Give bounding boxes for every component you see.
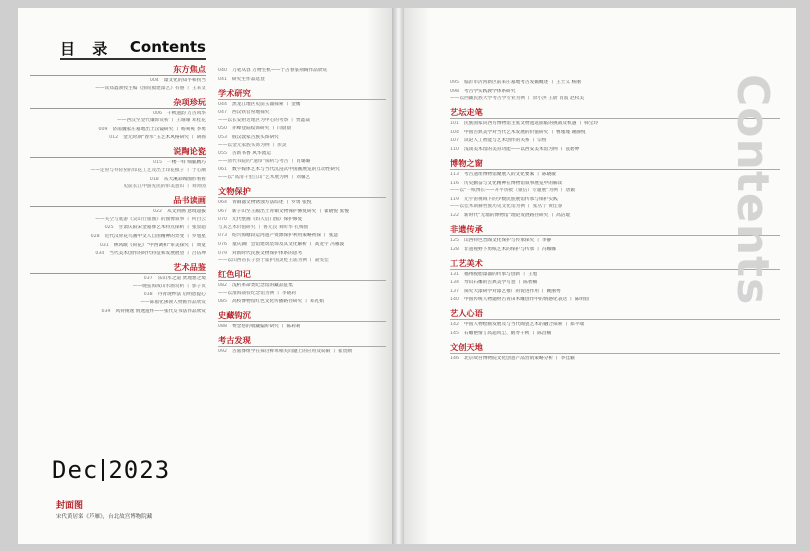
toc-entry[interactable]: [30, 292, 206, 298]
entry-title: 金元时期“春水”玉艺术风格研究 丨 胡扬: [123, 135, 206, 141]
entry-title: 石雕艳情 | 高超风尘、鹤寿千秋 丨 陈昌楠: [463, 330, 552, 336]
entry-title: ——以金元家族头饰为例 丨 彭灵: [218, 142, 287, 148]
entry-page-number: 137: [450, 288, 459, 294]
entry-page-number: 040: [218, 68, 227, 73]
entry-title: 元宇宙视域下的少数民族展馆传承与保护实践: [463, 196, 558, 202]
entry-page-number: 009: [98, 126, 108, 132]
entry-page-number: 095: [450, 80, 459, 85]
entry-title: ——以西藏民族大学考古学专业为例 丨 余小洪 王蔚 肖波 赵权美: [450, 96, 585, 102]
entry-title: ——西汉至金代镶饰赏析 丨 王珊珊 邓桂花: [117, 118, 206, 124]
issue-date: [52, 456, 208, 484]
entry-title: 黑龙江地区史前玉器探索 丨 金衡: [231, 101, 301, 107]
entry-page-number: 104: [450, 129, 459, 135]
toc-entry[interactable]: [218, 299, 386, 305]
entry-page-number: 053: [218, 134, 227, 140]
toc-entry[interactable]: [30, 184, 206, 190]
toc-entry[interactable]: [218, 126, 386, 132]
entry-title: 丹青现纱法 启明恩提心: [157, 292, 206, 298]
entry-title: 赤峰登陆纹饰研究 丨 闫晨晨: [231, 126, 292, 132]
entry-title: 山西特色晋陶文化保护与传承探究 丨 李静: [463, 237, 552, 243]
entry-title: 西汉铁官窑地探究: [231, 110, 270, 116]
entry-page-number: 055: [218, 151, 227, 157]
cover-description: 宋代黄居寀《芦雁》，台北故宫博物院藏: [56, 514, 153, 520]
toc-entry[interactable]: [218, 143, 386, 149]
entry-title: 林风眠《荷花》“中西调和”审美探究 丨 周宽: [113, 242, 206, 248]
entry-title: 济南魏家庄墓地出土汉镜研究 丨 杨爽爽 李勇: [112, 126, 206, 132]
toc-title-en: Contents: [129, 38, 206, 56]
toc-entry[interactable]: [30, 118, 206, 124]
entry-title: 当代美术创作的时代特征和发展展望 丨 吕伍坤: [109, 251, 206, 257]
entry-title: 寿山石雕的古典美学写意 丨 陈智楠: [463, 280, 538, 286]
toc-entry[interactable]: [218, 242, 386, 248]
section-heading: 杂项珍玩: [30, 97, 206, 109]
entry-page-number: 079: [218, 250, 227, 256]
entry-page-number: 050: [218, 126, 227, 132]
entry-title: 千秋遗韵 万古风华: [167, 110, 206, 116]
cover-title: 封面图: [56, 501, 84, 511]
entry-title: 高校博物馆红色文化传播路径研究 丨 邓礼娟: [231, 299, 324, 305]
entry-title: 青铜器文物锈蚀方法综述 丨 罗勇 张悦: [231, 199, 312, 205]
toc-entry[interactable]: [218, 68, 386, 74]
toc-entry[interactable]: [218, 258, 386, 264]
entry-page-number: 092: [218, 349, 227, 355]
entry-title: 殷汉敦家古族头饰研究: [231, 134, 279, 140]
entry-title: ——以山西省长子县于霍护国灵贬王庙为例 丨 聂雯佳: [218, 258, 329, 264]
entry-page-number: 070: [218, 217, 227, 223]
toc-entry[interactable]: [30, 276, 206, 282]
entry-page-number: 022: [153, 209, 162, 215]
entry-page-number: 142: [450, 322, 459, 328]
toc-entry[interactable]: [218, 167, 386, 173]
entry-title: ——清代书院的“遗珍”探析与考古 丨 肖璐璐: [218, 158, 311, 164]
section-heading: 非遗传承: [450, 224, 780, 236]
toc-column-2: [218, 68, 386, 358]
issue-year: 2023: [108, 456, 171, 484]
toc-entry[interactable]: [218, 102, 386, 108]
book-gutter: [392, 8, 404, 544]
toc-entry[interactable]: [30, 78, 206, 84]
entry-title: 甘肃庆阳宋金墓葬艺术特点探析 丨 张显超: [118, 225, 206, 231]
header-rule: [60, 58, 206, 60]
entry-title: 从大溪彩陶图形看看: [163, 176, 206, 182]
toc-entry[interactable]: [30, 111, 206, 117]
entry-title: 绍兴海塘段运河遗产资源保护利用策略初探 丨 张慧: [231, 233, 339, 239]
entry-title: 试论人工智能与艺术创作的关系 丨 宗恒: [463, 138, 547, 144]
entry-title: 古新书香 风华流运: [231, 151, 271, 157]
entry-page-number: 107: [450, 138, 459, 144]
entry-page-number: 088: [218, 324, 227, 330]
entry-title: ——以“一纸博长——开平侨批（银信）专题展”为例 丨 唐颖: [450, 188, 576, 194]
section-heading: 文创天地: [450, 342, 780, 354]
section-heading: 学术研究: [218, 88, 386, 100]
section-heading: 艺人心语: [450, 308, 780, 320]
entry-page-number: 034: [95, 251, 105, 257]
entry-page-number: 037: [143, 276, 153, 282]
entry-title: 漆文化的知乎和拐当: [163, 78, 206, 83]
entry-page-number: 146: [450, 355, 459, 361]
toc-entry[interactable]: [218, 135, 386, 141]
entry-title: 新子山至王殿出土青铜文物保护修复研究 丨 翟晓悦 张慢: [231, 208, 349, 214]
entry-title: ——晚弦海成山水画赏析 丨 郭子贞: [132, 283, 206, 289]
entry-title: ——关仝与底游《吴山行旅图》的图像叙事 丨 何白云: [95, 216, 206, 222]
entry-page-number: 006: [153, 110, 162, 116]
gutter-shadow-right: [404, 8, 430, 544]
entry-title: 刀笔从容 万物生机——于占春篆刻陶作品欣赏: [231, 68, 328, 73]
toc-header: [60, 36, 206, 66]
entry-title: 浅析革命类纪念馆的藏品征集: [231, 283, 293, 289]
entry-page-number: 044: [218, 101, 227, 107]
entry-title: 考古遗址博物馆聚展人的文化要素 丨 陈晓敏: [463, 171, 556, 177]
toc-entry[interactable]: [30, 251, 206, 257]
entry-title: 北京故宫博物院文化创意产品营销策略分析 丨 李佳颖: [463, 355, 575, 361]
vertical-title-text: Contents: [727, 74, 778, 306]
entry-page-number: 131: [450, 271, 459, 277]
entry-page-number: 101: [450, 121, 459, 127]
toc-column-1: [30, 64, 206, 317]
entry-page-number: 041: [218, 76, 227, 82]
toc-entry[interactable]: [218, 233, 386, 239]
toc-entry[interactable]: [450, 356, 780, 362]
entry-title: 数字媒体艺术与当代沉浸式中国画展览的互动性研究: [231, 167, 340, 173]
toc-entry[interactable]: [30, 234, 206, 240]
toc-entry[interactable]: [218, 225, 386, 231]
section-heading: 博物之窗: [450, 158, 780, 170]
entry-page-number: 122: [450, 212, 459, 218]
entry-page-number: 067: [218, 208, 227, 214]
toc-entry[interactable]: [30, 225, 206, 231]
toc-entry[interactable]: [30, 86, 206, 92]
toc-entry[interactable]: [218, 159, 386, 165]
section-heading: 工艺美术: [450, 258, 780, 270]
toc-entry[interactable]: [218, 291, 386, 297]
entry-title: 费念慈的收藏偏好研究 丨 陈莉莉: [231, 324, 301, 330]
toc-entry[interactable]: [218, 118, 386, 124]
toc-entry[interactable]: [218, 151, 386, 157]
toc-entry[interactable]: [218, 175, 386, 181]
left-page: [18, 8, 392, 544]
entry-page-number: 038: [143, 292, 153, 298]
entry-page-number: 140: [450, 297, 459, 303]
entry-title: ——以佳木斯赫哲族历史文化馆为例 丨 张丛亇 黄佳睿: [450, 204, 563, 210]
entry-page-number: 134: [450, 280, 459, 286]
toc-title-cn: 目 录: [60, 40, 114, 58]
toc-entry[interactable]: [218, 77, 386, 83]
toc-entry[interactable]: [218, 200, 386, 206]
entry-title: 历史勤奋与文化精神在博物馆叙事展览中的解读: [463, 180, 563, 186]
entry-page-number: 039: [101, 308, 111, 314]
section-heading: 史藏钩沉: [218, 310, 386, 322]
section-heading: 文物保护: [218, 186, 386, 198]
entry-page-number: 004: [149, 78, 159, 83]
toc-entry[interactable]: [218, 324, 386, 330]
toc-entry[interactable]: [450, 322, 780, 328]
toc-entry[interactable]: [30, 177, 206, 183]
entry-title: 考古学实践教学体系研究: [463, 88, 516, 94]
toc-entry[interactable]: [30, 300, 206, 306]
entry-page-number: 031: [99, 242, 109, 248]
toc-entry[interactable]: [218, 251, 386, 257]
entry-title: 对新时代民族文物保护体系的思考: [231, 250, 303, 256]
entry-title: 中国人物绘画发展及与当代陶瓷艺术的融合探索 丨 郑平端: [463, 322, 585, 328]
entry-page-number: 012: [109, 135, 119, 141]
section-heading: 红色印记: [218, 269, 386, 281]
entry-title: 元代壁画《妇人启门图》保护修复: [231, 217, 303, 223]
date-divider: [102, 459, 104, 481]
entry-title: 古墓葬组学在探讨鲜卑相关问题上的应用及局限 丨 崔贺勋: [231, 349, 353, 355]
entry-page-number: 113: [450, 171, 459, 177]
entry-page-number: 145: [450, 330, 459, 336]
entry-title: 一楼一样 细腻精巧: [167, 160, 206, 166]
toc-entry[interactable]: [218, 209, 386, 215]
entry-title: 研究生作品选登: [231, 76, 265, 82]
toc-entry[interactable]: [30, 160, 206, 166]
toc-entry[interactable]: [30, 309, 206, 315]
toc-entry[interactable]: [30, 284, 206, 290]
section-heading: 东方焦点: [30, 64, 206, 76]
entry-page-number: 085: [218, 299, 227, 305]
toc-entry[interactable]: [218, 217, 386, 223]
toc-entry[interactable]: [30, 135, 206, 141]
section-heading: 考古发现: [218, 335, 386, 347]
entry-title: 从文到画 意境超拔: [167, 209, 206, 215]
entry-title: 非遗视野下剪纸艺术的保护与传承 丨 冯娜娜: [463, 246, 556, 252]
entry-title: 近代汉骨花鸟画中文人自由精神的异变 丨 罗旭星: [104, 233, 206, 239]
toc-entry[interactable]: [218, 110, 386, 116]
toc-entry[interactable]: [218, 283, 386, 289]
section-heading: 艺术品鉴: [30, 262, 206, 274]
entry-page-number: 064: [218, 199, 227, 205]
entry-page-number: 128: [450, 246, 459, 252]
entry-title: 童庆湖广会馆建筑装饰及其文化解析 丨 高龙宇 冯雁波: [231, 241, 345, 247]
entry-title: 中国传统人物题材古青田木雕创作中的情感化表达 丨 陈明仙: [463, 297, 589, 303]
entry-title: 福州脱胎漆器的传承与创新 丨 王旭: [463, 271, 538, 277]
toc-entry[interactable]: [30, 217, 206, 223]
issue-month: Dec: [52, 456, 99, 484]
entry-page-number: 015: [153, 160, 162, 166]
entry-page-number: 018: [149, 176, 159, 182]
right-page: [404, 8, 796, 544]
toc-entry[interactable]: [218, 349, 386, 355]
entry-title: 新时代“无墙的博物馆”理论发展路径研究 丨 高洁琨: [463, 212, 571, 218]
entry-title: 中国古典美学对当代艺术发展的价值研究 丨 曹瑾瑾 谢静悦: [463, 129, 586, 135]
toc-entry[interactable]: [450, 331, 780, 337]
section-heading: 说陶论瓷: [30, 146, 206, 158]
entry-page-number: 125: [450, 237, 459, 243]
entry-title: 与其艺术价值研究 丨 鲁元良 刘昕华 孔梅仙: [218, 224, 309, 230]
entry-title: 民族国家向西方博物馆主张文物遗返面临的挑战及机遇 丨 韩宝玲: [463, 121, 599, 127]
entry-title: 探究大漆研学对漆艺推广的促进作用 丨 姚丽秀: [463, 288, 561, 294]
entry-page-number: 076: [218, 241, 227, 247]
entry-title: ——以长安附近地区为中心的考察 丨 贾鑫焱: [218, 117, 311, 123]
entry-page-number: 098: [450, 88, 459, 94]
entry-title: 史前长江中游先民的审美意识 丨 刘青园: [123, 184, 206, 190]
entry-page-number: 110: [450, 146, 459, 152]
entry-page-number: 082: [218, 283, 227, 289]
entry-page-number: 073: [218, 233, 227, 239]
entry-page-number: 061: [218, 167, 227, 173]
entry-page-number: 116: [450, 180, 459, 186]
vertical-contents-title: [700, 74, 776, 314]
entry-title: ——以淮海战役纪念馆为例 丨 李晓莉: [218, 290, 296, 296]
entry-page-number: 119: [450, 196, 459, 202]
entry-title: ——定窑与井陉窑的印花工艺及出土印花模子 丨 于心潮: [90, 167, 206, 173]
toc-entry[interactable]: [30, 168, 206, 174]
entry-title: ——陈福化佛教人物画作品欣赏: [140, 299, 206, 305]
entry-title: 风骨俊逸 情透遗怀——张代友书法作品欣赏: [115, 308, 206, 314]
entry-page-number: 025: [104, 225, 114, 231]
entry-title: ——以“高清千里江山”艺术展为例 丨 刘馨艺: [218, 174, 311, 180]
toc-entry[interactable]: [30, 209, 206, 215]
entry-title: ——读郑鑫教授主编《图说福建漆艺》有感 丨 王来文: [95, 85, 206, 91]
toc-entry[interactable]: [30, 127, 206, 133]
toc-entry[interactable]: [30, 243, 206, 249]
entry-title: 临沂市沂河新区前来庄墓地考古发掘概述 丨 王士义 杨丽: [463, 80, 581, 85]
entry-title: 浅谈美术馆的美育功能——以西安美术馆为例 丨 袁碧婷: [463, 146, 580, 152]
entry-page-number: 047: [218, 110, 227, 116]
section-heading: 品书读画: [30, 195, 206, 207]
section-heading: 艺坛走笔: [450, 107, 780, 119]
entry-title: 乐山水之道 贤理想之境: [157, 276, 206, 282]
entry-page-number: 028: [90, 233, 100, 239]
